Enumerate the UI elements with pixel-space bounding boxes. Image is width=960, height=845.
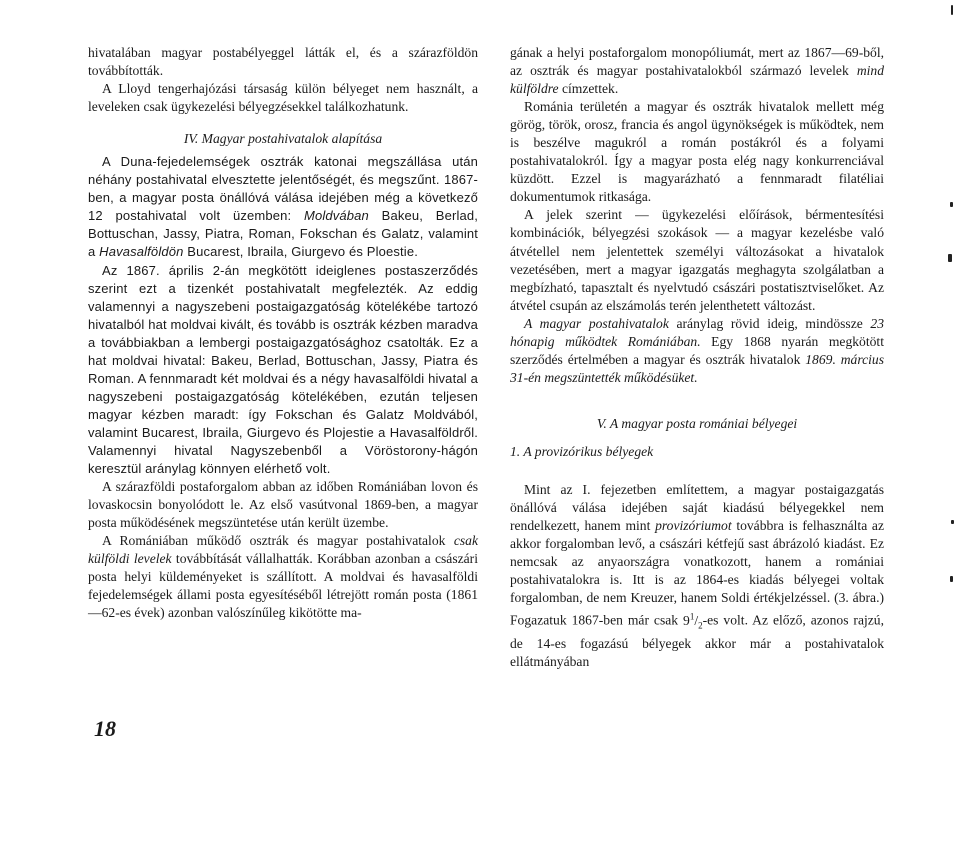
text-run: továbbítását vállalhatták. Korábban azonban a császári posta helyi küldeményeket is szállított. A moldvai és havasalföldi fejedelemségek állami posta egyesítéséből létrejött román posta (1861—62-es évek) azonban valószínűleg kikötötte ma- [88,551,478,621]
text-run: A Romániában működő osztrák és magyar postahivatalok [102,533,446,549]
text-run: aránylag rövid ideig, mindössze [676,315,863,331]
right-column [510,44,884,671]
italic-text: mind külföldre [510,63,884,97]
text-run: Bakeu, Berlad, Bottuschan, Jassy, Piatra, Roman, Fokschan és Galatz, valamint a [88,208,479,260]
text-run: címzettek. [561,81,619,97]
subsection-heading: 1. A provizórikus bélyegek [510,443,654,459]
section-heading: IV. Magyar postahivatalok alapítása [183,131,383,147]
fraction-numerator: 1 [689,611,695,622]
page-number: 18 [94,716,116,741]
text-run: -es volt. Az előző, azonos rajzú, de 14-es fogazású bélyegek akkor már a postahivatalok ellátmányában [510,612,884,669]
paragraph: A jelek szerint — ügykezelési előírások, bérmentesítési kombinációk, bélyegzési szokások — a magyar kezelésbe való átvétellel nem jelentettek személyi változásokat a hivatalok vezetésében, mert a magyar igazgatás meghagyta szolgálatban a megbízható, tapasztalt és nyelvtudó császári postatisztviselőket. Az átvétel csupán az elszámolás terén jelenthetett változást. [510,207,884,313]
paragraph [88,153,478,261]
fraction: $9^1/_2$ [683,611,703,631]
fraction-whole: 9 [683,612,690,628]
italic-text: provizóriumot [655,518,732,534]
italic-text: A magyar postahivatalok [524,315,669,331]
scan-speck [951,520,954,524]
paragraph [510,315,884,387]
italic-text: csak külföldi levelek [88,533,478,567]
paragraph: A Lloyd tengerhajózási társaság külön bélyeget nem használt, a leveleken csak ügykezelési bélyegzésekkel találkozhatunk. [88,81,478,115]
scan-speck [950,576,953,582]
text-run: Bucarest, Ibraila, Giurgevo és Ploestie. [187,244,418,260]
left-column [88,44,478,622]
paragraph: Az 1867. április 2-án megkötött ideiglenes postaszerződés szerint ezt a tizenkét postahivatalt megfelezték. Az eddig valamennyi a nagyszebeni postaigazgatóság kötelékébe tartozó hivatalból hat moldvai kivált, és tovább is osztrák kézben maradva a továbbiakban a lembergi postaigazgatósághoz csatolták. Ez a hat moldvai hivatal: Bakeu, Berlad, Bottuschan, Jassy, Piatra és Roman. A fennmaradt két moldvai és a négy havasalföldi hivatal a nagyszebeni postaigazgatóság kötelékében, ezután teljesen magyar kézben maradt: így Fokschan és Galatz Moldvából, valamint Bucarest, Ibraila, Giurgevo és Plojestie a Havasalföldről. Valamennyi hivatal Nagyszebenből a Vöröstorony-hágón keresztül aránylag könnyen elérhető volt. [88,262,478,477]
paragraph: A szárazföldi postaforgalom abban az időben Romániában lovon és lovaskocsin bonyolódott le. Az első vasútvonal 1869-ben, a magyar posta működésének megszüntetése után került üzembe. [88,479,478,531]
text-run: gának a helyi postaforgalom monopóliumát, mert az 1867—69-ből, az osztrák és magyar postahivatalokból származó levelek [510,45,884,79]
paragraph [510,481,884,671]
text-run: Mint az I. fejezetben említettem, a magyar postaigazgatás önállóvá válása idejében saját kiadású bélyegekkel nem rendelkezett, hanem mint [510,481,884,534]
scan-speck [950,202,953,207]
section-heading: V. A magyar posta romániai bélyegei [596,415,798,431]
scan-speck [948,254,952,262]
italic-text: Havasalföldön [99,244,184,260]
paragraph [88,532,478,622]
paragraph: hivatalában magyar postabélyeggel látták el, és a szárazföldön továbbították. [88,45,478,79]
paragraph: Románia területén a magyar és osztrák hivatalok mellett még görög, török, orosz, francia és angol ügynökségek is működtek, nem is beszélve magukról a román postákról és a folyami postahivatalokról. Így a magyar posta elég nagy konkurrenciával küzdött. Ezzel is magyarázható a fennmaradt filatéliai dokumentumok ritkasága. [510,99,884,205]
text-run: A Duna-fejedelemségek osztrák katonai megszállása után néhány postahivatal elvesztette jelentőségét, és megszűnt. 1867-ben, a magyar posta önállóvá válása idejében még a következő 12 postahivatal volt üzemben: [88,154,478,224]
text-run: továbbra is felhasználta az akkor forgalomban levő, a császári kétfejű sast ábrázoló kiadást. Ez nemcsak az anyaországra vonatkozott, hanem a romániai postahivatalokra is. Itt is az 1864-es kiadás bélyegei voltak forgalomban, de nem Kreuzer, hanem Soldi értékjelzéssel. (3. ábra.) Fogazatuk 1867-ben már csak [510,518,884,628]
fraction-denominator: 2 [698,620,703,631]
italic-text: Moldvában [303,208,369,224]
text-run: Egy 1868 nyarán megkötött szerződés értelmében a magyar és osztrák hivatalok [510,333,884,367]
scan-speck [951,5,953,15]
italic-text: 23 hónapig működtek Romániában. [510,315,884,349]
italic-text: 1869. március 31-én megszüntették működésüket. [510,351,884,385]
paragraph [510,44,884,98]
